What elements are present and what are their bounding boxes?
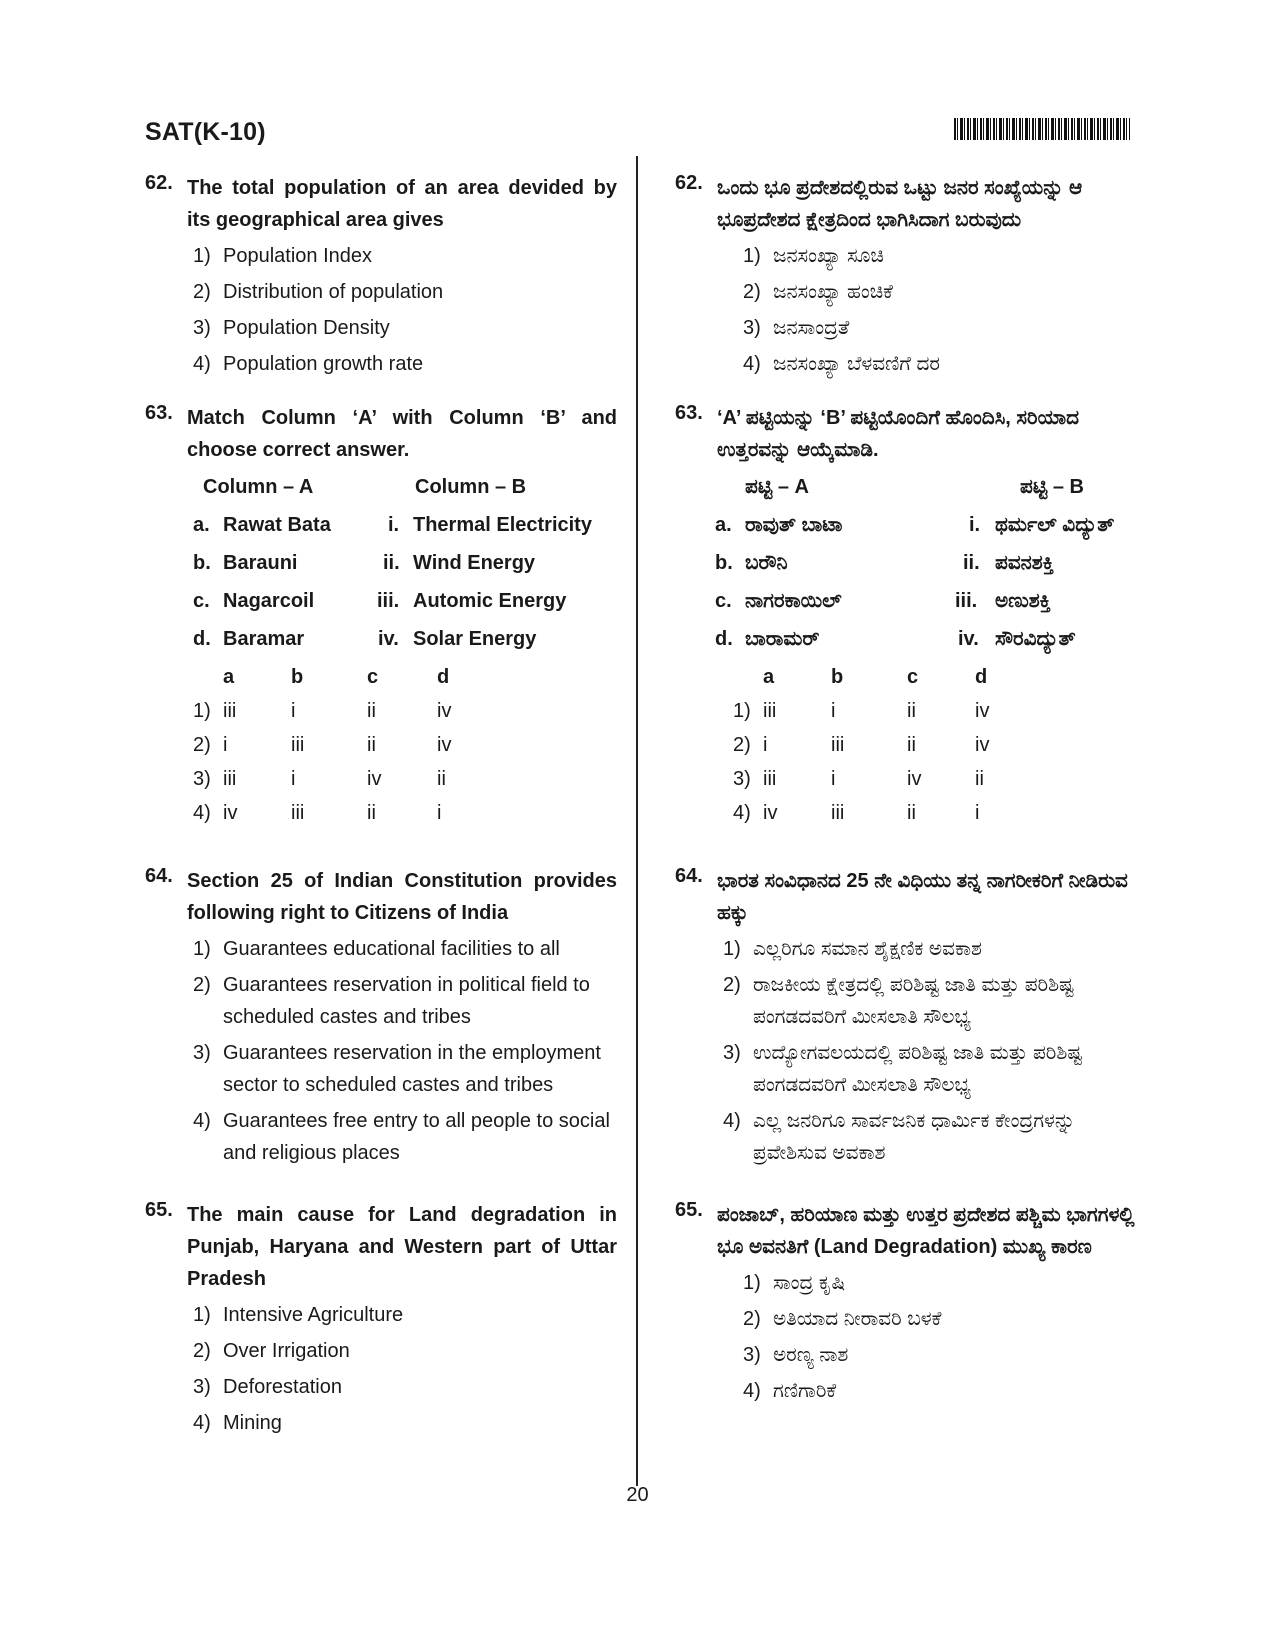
option-3[interactable]: 3) Population Density xyxy=(193,317,390,339)
option-1[interactable]: 1) ಸಾಂದ್ರ ಕೃಷಿ xyxy=(743,1272,846,1294)
option-1[interactable]: 1) ಜನಸಂಖ್ಯಾ ಸೂಚಿ xyxy=(743,245,884,267)
column-a-heading: ಪಟ್ಟಿ – A xyxy=(745,476,809,498)
option-4[interactable]: 4) ಜನಸಂಖ್ಯಾ ಬೆಳವಣಿಗೆ ದರ xyxy=(743,353,940,375)
column-b-heading: Column – B xyxy=(415,476,527,498)
question-63 xyxy=(675,402,1145,865)
question-number: 62. xyxy=(675,172,703,194)
option-2[interactable]: 2) Distribution of population xyxy=(193,281,444,303)
question-text: ಭಾರತ ಸಂವಿಧಾನದ 25 ನೇ ವಿಧಿಯು ತನ್ನ ನಾಗರೀಕರಿಗೆ ನೀಡಿರುವ ಹಕ್ಕು xyxy=(717,870,1128,924)
option-3[interactable]: 3) ಜನಸಾಂದ್ರತೆ xyxy=(743,317,850,339)
option-3[interactable]: 3) Deforestation xyxy=(193,1376,342,1398)
question-65 xyxy=(145,1199,617,1439)
question-number: 63. xyxy=(145,402,173,424)
question-number: 63. xyxy=(675,402,703,424)
match-row: c. ನಾಗರಕಾಯಿಲ್ iii. ಅಣುಶಕ್ತಿ xyxy=(715,590,1051,612)
question-text: ಒಂದು ಭೂ ಪ್ರದೇಶದಲ್ಲಿರುವ ಒಟ್ಟು ಜನರ ಸಂಖ್ಯೆಯನ್ನು ಆ ಭೂಪ್ರದೇಶದ ಕ್ಷೇತ್ರದಿಂದ ಭಾಗಿಸಿದಾಗ ಬರುವುದು xyxy=(717,177,1083,231)
question-number: 64. xyxy=(675,865,703,887)
question-64 xyxy=(675,865,1145,1199)
column-divider xyxy=(636,156,638,1486)
question-number: 64. xyxy=(145,865,173,887)
answer-option-4[interactable]: 4) iv iii ii i xyxy=(733,802,980,824)
option-2[interactable]: 2) Guarantees reservation in political field to scheduled castes and tribes xyxy=(193,974,590,1028)
question-62 xyxy=(145,172,617,402)
match-table xyxy=(715,476,1145,666)
option-4[interactable]: 4) ಎಲ್ಲ ಜನರಿಗೂ ಸಾರ್ವಜನಿಕ ಧಾರ್ಮಿಕ ಕೇಂದ್ರಗಳನ್ನು ಪ್ರವೇಶಿಸುವ ಅವಕಾಶ xyxy=(723,1110,1076,1164)
english-column xyxy=(145,172,617,1443)
answer-option-1[interactable]: 1) iii i ii iv xyxy=(733,700,990,722)
match-row: b. Barauni ii. Wind Energy xyxy=(193,552,536,574)
kannada-column xyxy=(675,172,1145,1411)
answer-table xyxy=(193,666,617,836)
question-62 xyxy=(675,172,1145,402)
page-header-title: SAT(K-10) xyxy=(145,118,266,146)
option-1[interactable]: 1) ಎಲ್ಲರಿಗೂ ಸಮಾನ ಶೈಕ್ಷಣಿಕ ಅವಕಾಶ xyxy=(723,938,982,960)
option-1[interactable]: 1) Guarantees educational facilities to all xyxy=(193,938,560,960)
option-1[interactable]: 1) Intensive Agriculture xyxy=(193,1304,404,1326)
option-3[interactable]: 3) Guarantees reservation in the employment sector to scheduled castes and tribes xyxy=(193,1042,601,1096)
option-2[interactable]: 2) Over Irrigation xyxy=(193,1340,350,1362)
option-4[interactable]: 4) Guarantees free entry to all people to social and religious places xyxy=(193,1110,610,1164)
question-text: Section 25 of Indian Constitution provides following right to Citizens of India xyxy=(187,870,617,924)
answer-option-2[interactable]: 2) i iii ii iv xyxy=(733,734,990,756)
answer-option-3[interactable]: 3) iii i iv ii xyxy=(733,768,984,790)
option-4[interactable]: 4) Mining xyxy=(193,1412,282,1434)
answer-header: a b c d xyxy=(763,666,988,688)
question-text: ‘A’ ಪಟ್ಟಿಯನ್ನು ‘B’ ಪಟ್ಟಿಯೊಂದಿಗೆ ಹೊಂದಿಸಿ, ಸರಿಯಾದ ಉತ್ತರವನ್ನು ಆಯ್ಕೆಮಾಡಿ. xyxy=(717,407,1080,461)
question-number: 62. xyxy=(145,172,173,194)
option-2[interactable]: 2) ಜನಸಂಖ್ಯಾ ಹಂಚಿಕೆ xyxy=(743,281,893,303)
answer-option-4[interactable]: 4) iv iii ii i xyxy=(193,802,442,824)
option-1[interactable]: 1) Population Index xyxy=(193,245,373,267)
column-b-heading: ಪಟ್ಟಿ – B xyxy=(1020,476,1084,498)
match-row: d. Baramar iv. Solar Energy xyxy=(193,628,537,650)
match-header xyxy=(715,476,1145,514)
barcode xyxy=(954,118,1130,140)
match-table xyxy=(193,476,617,666)
option-2[interactable]: 2) ಅತಿಯಾದ ನೀರಾವರಿ ಬಳಕೆ xyxy=(743,1308,942,1330)
option-2[interactable]: 2) ರಾಜಕೀಯ ಕ್ಷೇತ್ರದಲ್ಲಿ ಪರಿಶಿಷ್ಟ ಜಾತಿ ಮತ್ತು ಪರಿಶಿಷ್ಟ ಪಂಗಡದವರಿಗೆ ಮೀಸಲಾತಿ ಸೌಲಭ್ಯ xyxy=(723,974,1075,1028)
answer-option-3[interactable]: 3) iii i iv ii xyxy=(193,768,446,790)
question-text: The total population of an area devided by its geographical area gives xyxy=(187,177,617,231)
option-3[interactable]: 3) ಉದ್ಯೋಗವಲಯದಲ್ಲಿ ಪರಿಶಿಷ್ಟ ಜಾತಿ ಮತ್ತು ಪರಿಶಿಷ್ಟ ಪಂಗಡದವರಿಗೆ ಮೀಸಲಾತಿ ಸೌಲಭ್ಯ xyxy=(723,1042,1083,1096)
answer-option-2[interactable]: 2) i iii ii iv xyxy=(193,734,452,756)
question-number: 65. xyxy=(145,1199,173,1221)
match-row: b. ಬರೌನಿ ii. ಪವನಶಕ್ತಿ xyxy=(715,552,1054,574)
match-row: d. ಬಾರಾಮರ್ iv. ಸೌರವಿದ್ಯುತ್ xyxy=(715,628,1076,650)
answer-table xyxy=(715,666,1145,836)
option-4[interactable]: 4) ಗಣಿಗಾರಿಕೆ xyxy=(743,1380,837,1402)
answer-option-1[interactable]: 1) iii i ii iv xyxy=(193,700,452,722)
match-row: c. Nagarcoil iii. Automic Energy xyxy=(193,590,567,612)
match-header xyxy=(193,476,617,514)
option-4[interactable]: 4) Population growth rate xyxy=(193,353,424,375)
question-text: ಪಂಜಾಬ್, ಹರಿಯಾಣ ಮತ್ತು ಉತ್ತರ ಪ್ರದೇಶದ ಪಶ್ಚಿಮ ಭಾಗಗಳಲ್ಲಿ ಭೂ ಅವನತಿಗೆ (Land Degradation) ಮುಖ್ಯ ಕಾರಣ xyxy=(717,1204,1135,1258)
answer-header: a b c d xyxy=(223,666,450,688)
question-63 xyxy=(145,402,617,865)
question-number: 65. xyxy=(675,1199,703,1221)
question-65 xyxy=(675,1199,1145,1407)
option-3[interactable]: 3) ಅರಣ್ಯ ನಾಶ xyxy=(743,1344,849,1366)
question-text: The main cause for Land degradation in Punjab, Haryana and Western part of Uttar Pradesh xyxy=(187,1204,617,1290)
match-row: a. Rawat Bata i. Thermal Electricity xyxy=(193,514,592,536)
question-text: Match Column ‘A’ with Column ‘B’ and choose correct answer. xyxy=(187,407,617,461)
column-a-heading: Column – A xyxy=(203,476,314,498)
page-number: 20 xyxy=(626,1484,649,1506)
question-64 xyxy=(145,865,617,1199)
match-row: a. ರಾವುತ್ ಬಾಟಾ i. ಥರ್ಮಲ್ ವಿದ್ಯುತ್ xyxy=(715,514,1115,536)
